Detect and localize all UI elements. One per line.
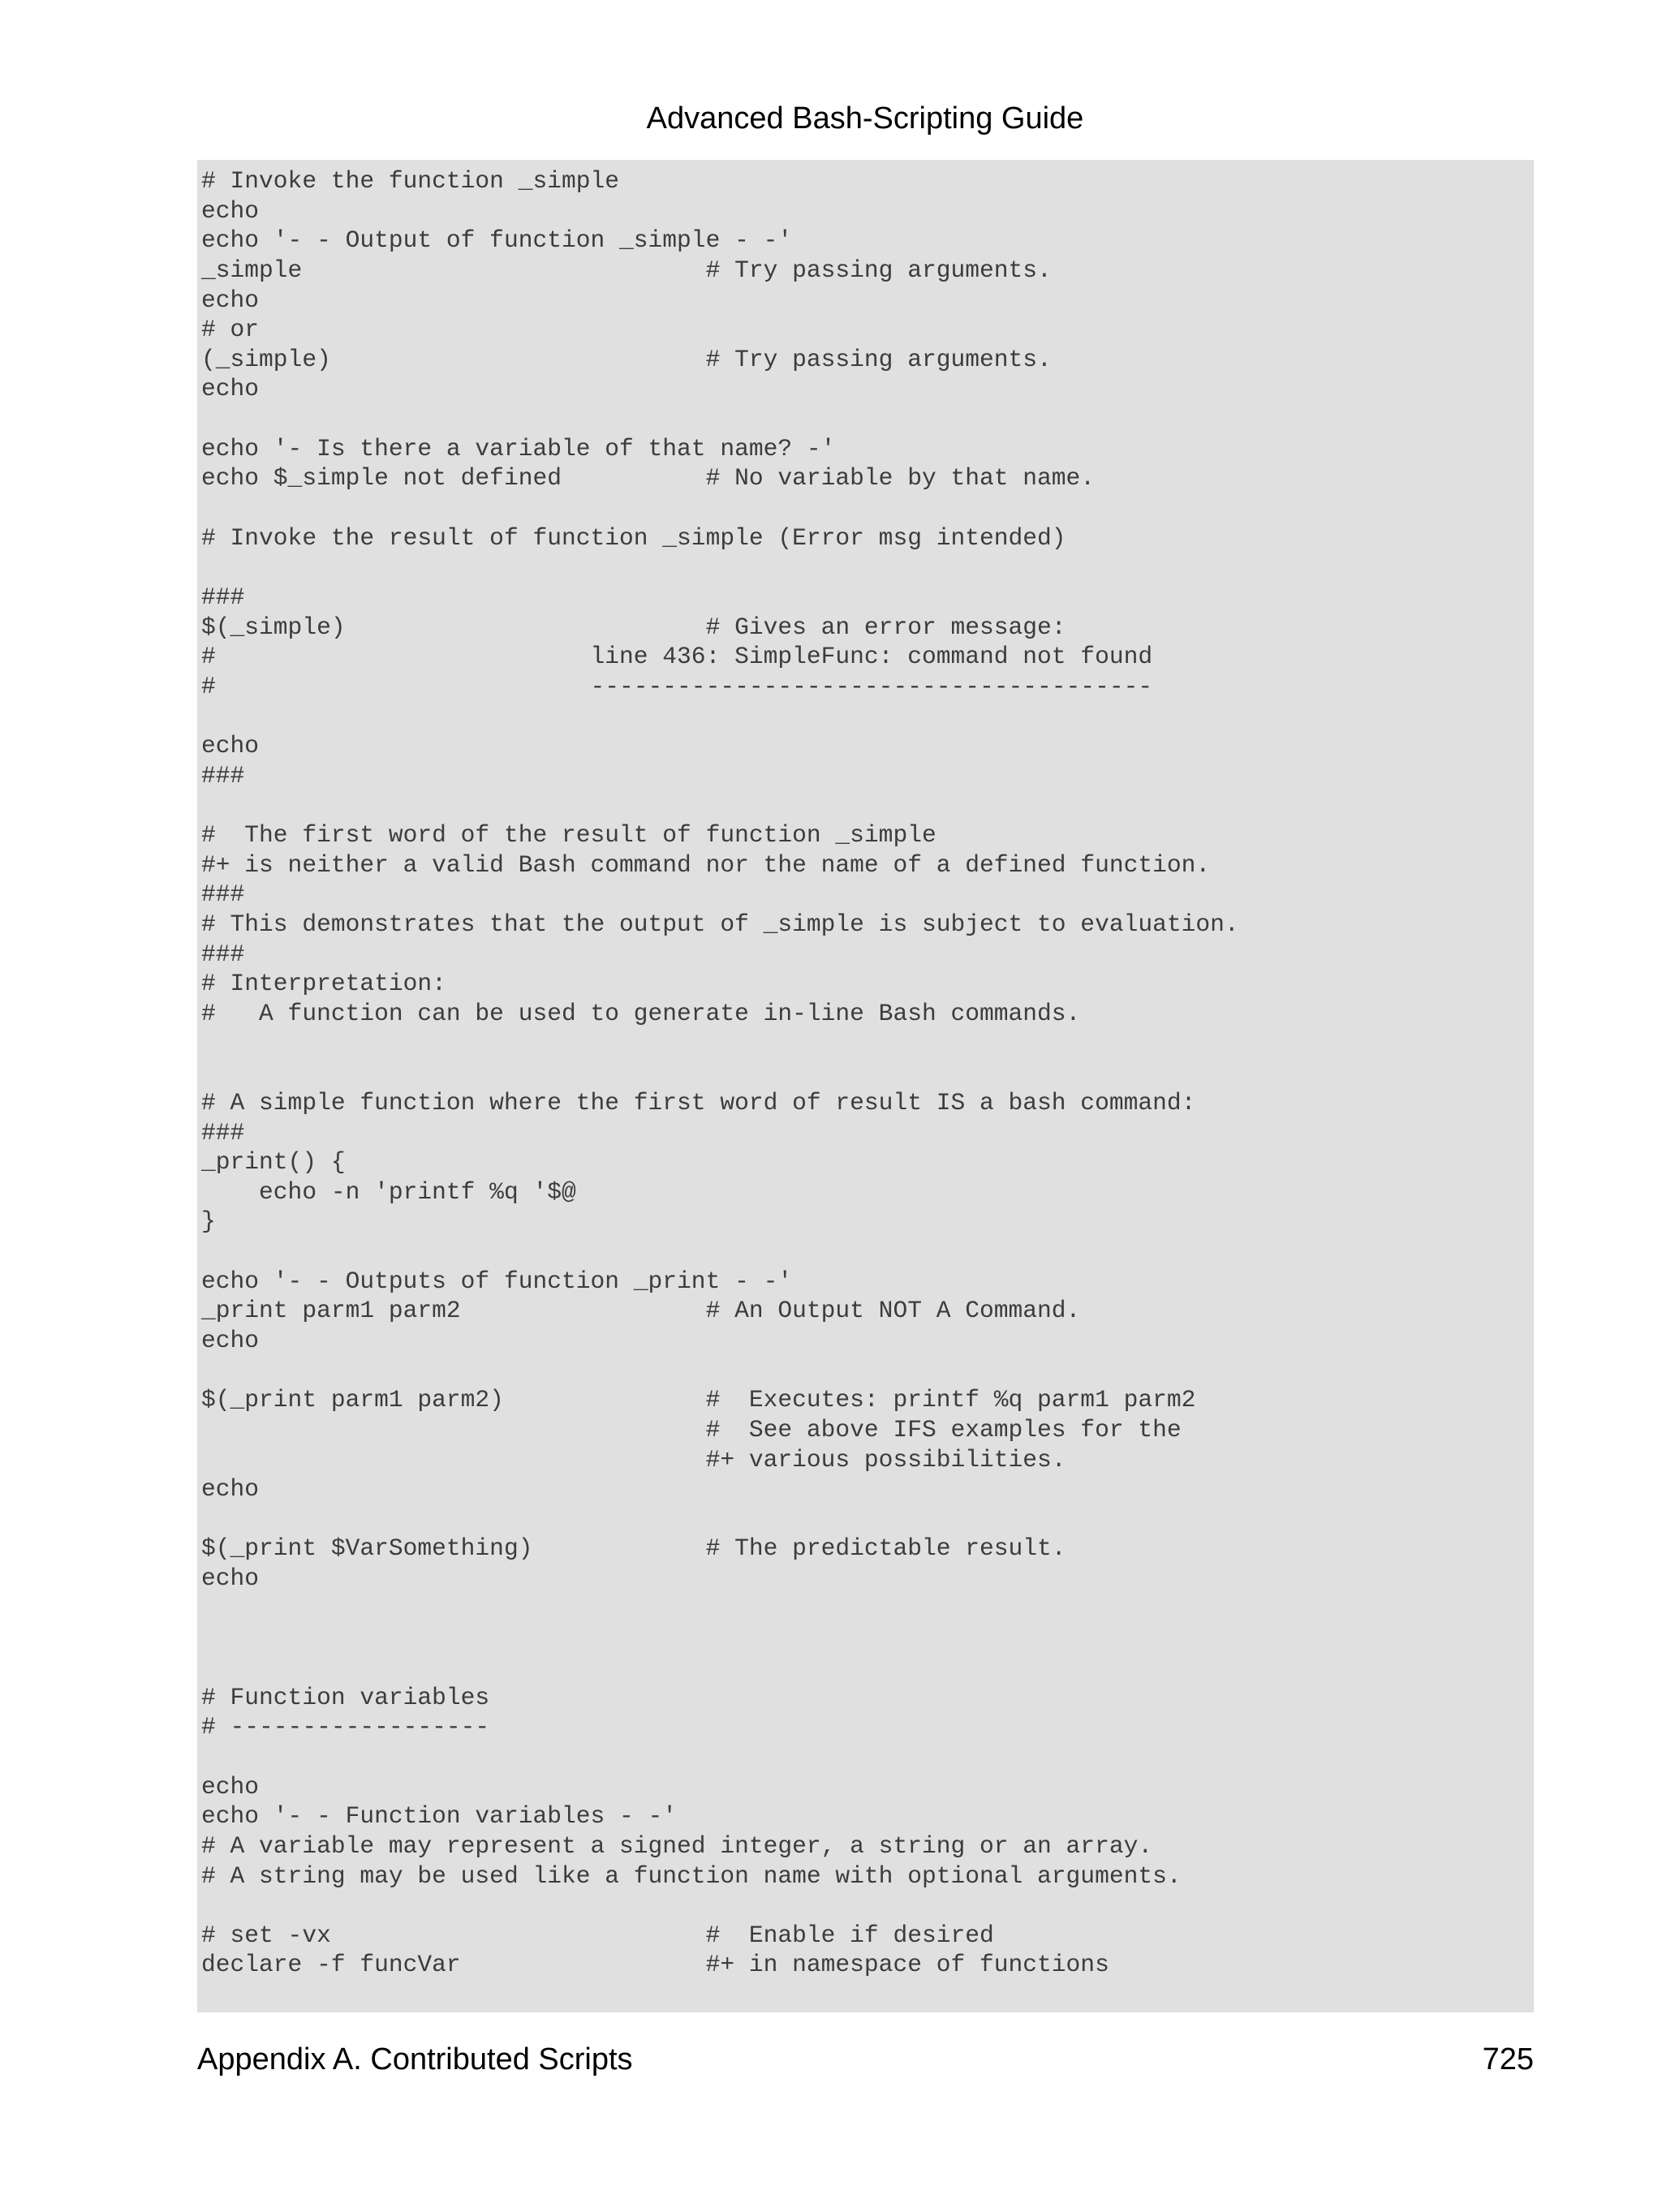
code-line: [201, 1891, 1534, 1921]
code-line: [201, 1653, 1534, 1683]
code-line: # A string may be used like a function name with optional arguments.: [201, 1861, 1182, 1890]
code-line: # A simple function where the first word of result IS a bash command:: [201, 1088, 1196, 1117]
code-line: # Invoke the result of function _simple (Error msg intended): [201, 523, 1066, 552]
code-line: [201, 1237, 1534, 1267]
code-line: _print parm1 parm2 # An Output NOT A Command.: [201, 1297, 1081, 1325]
code-line: # A variable may represent a signed integer, a string or an array.: [201, 1831, 1153, 1860]
code-line: ###: [201, 880, 245, 909]
code-line: echo '- - Function variables - -': [201, 1802, 678, 1831]
code-line: ###: [201, 1118, 245, 1147]
code-line: # Interpretation:: [201, 970, 446, 998]
code-line: echo: [201, 375, 260, 403]
code-line: ###: [201, 940, 245, 968]
code-line: ###: [201, 761, 245, 790]
code-line: # This demonstrates that the output of _simple is subject to evaluation.: [201, 910, 1239, 939]
code-line: echo -n 'printf %q '$@: [201, 1177, 576, 1206]
code-line: echo '- Is there a variable of that name? -': [201, 434, 836, 463]
code-line: # set -vx # Enable if desired: [201, 1921, 994, 1949]
code-line: [201, 1504, 1534, 1534]
code-line: # The first word of the result of function _simple: [201, 821, 936, 850]
code-line: [201, 702, 1534, 732]
page-header-title: Advanced Bash-Scripting Guide: [646, 101, 1084, 136]
code-line: [201, 1742, 1534, 1772]
code-line: [201, 790, 1534, 820]
code-line: # Function variables: [201, 1683, 490, 1711]
code-line: echo: [201, 1564, 260, 1593]
code-line: echo $_simple not defined # No variable by that name.: [201, 464, 1096, 493]
code-line: [201, 1356, 1534, 1386]
code-line: }: [201, 1207, 216, 1236]
code-line: [201, 404, 1534, 434]
code-line: echo '- - Output of function _simple - -': [201, 226, 793, 255]
code-line: echo: [201, 196, 260, 225]
code-line: (_simple) # Try passing arguments.: [201, 345, 1052, 373]
code-line: [201, 1623, 1534, 1653]
footer-section-title: Appendix A. Contributed Scripts: [197, 2042, 633, 2076]
code-line: [201, 553, 1534, 583]
code-line: # A function can be used to generate in-line Bash commands.: [201, 999, 1081, 1027]
code-line: echo '- - Outputs of function _print - -': [201, 1267, 793, 1295]
code-line: # line 436: SimpleFunc: command not found: [201, 643, 1153, 671]
code-line: # ---------------------------------------: [201, 672, 1153, 700]
code-line: echo: [201, 1475, 260, 1504]
code-listing: [197, 160, 1534, 2012]
code-line: echo: [201, 1326, 260, 1354]
code-line: echo: [201, 286, 260, 314]
code-line: [201, 1058, 1534, 1088]
code-line: $(_simple) # Gives an error message:: [201, 613, 1066, 641]
code-line: # ------------------: [201, 1713, 490, 1741]
code-line: # Invoke the function _simple: [201, 167, 620, 195]
code-line: #+ is neither a valid Bash command nor the name of a defined function.: [201, 850, 1211, 879]
code-line: [201, 493, 1534, 523]
code-line: $(_print parm1 parm2) # Executes: printf %q parm1 parm2: [201, 1386, 1196, 1414]
code-line: # or: [201, 316, 260, 344]
code-line: #+ various possibilities.: [201, 1445, 1066, 1474]
code-line: _print() {: [201, 1148, 346, 1177]
code-line: _simple # Try passing arguments.: [201, 256, 1052, 284]
code-line: ###: [201, 583, 245, 611]
code-line: echo: [201, 732, 260, 760]
code-line: echo: [201, 1772, 260, 1801]
code-line: [201, 1029, 1534, 1059]
code-line: [201, 1594, 1534, 1624]
code-line: $(_print $VarSomething) # The predictable result.: [201, 1534, 1066, 1563]
code-line: # See above IFS examples for the: [201, 1415, 1182, 1444]
code-line: declare -f funcVar #+ in namespace of functions: [201, 1951, 1109, 1979]
footer-page-number: 725: [1482, 2042, 1534, 2076]
